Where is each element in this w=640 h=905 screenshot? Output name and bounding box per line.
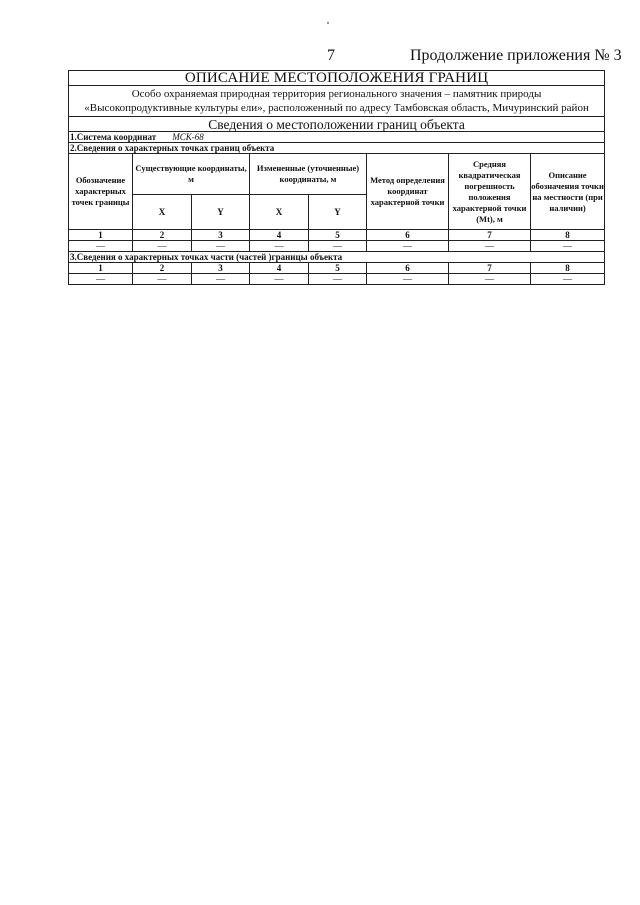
- empty-cell: —: [250, 241, 309, 252]
- empty-cell: —: [309, 274, 367, 285]
- coord-system-label: 1.Система координат: [70, 132, 157, 142]
- column-number: 4: [250, 230, 309, 241]
- continuation-note: Продолжение приложения № 3: [410, 47, 622, 64]
- empty-cell: —: [133, 274, 192, 285]
- header-changed-x: X: [250, 195, 309, 230]
- header-description: Описание обозначения точки на местности (при наличии): [531, 154, 605, 230]
- empty-cell: —: [309, 241, 367, 252]
- column-number: 5: [309, 263, 367, 274]
- object-line-2: «Высокопродуктивные культуры ели», расположенный по адресу Тамбовская область, Мичуринский район: [84, 102, 589, 114]
- scan-speck: [327, 22, 329, 24]
- header-method: Метод определения координат характерной точки: [367, 154, 449, 230]
- empty-cell: —: [367, 274, 449, 285]
- column-number-row: [69, 230, 605, 241]
- column-number: 2: [133, 230, 192, 241]
- column-number: 8: [531, 230, 605, 241]
- object-line-1: Особо охраняемая природная территория регионального значения – памятник природы: [131, 88, 542, 100]
- coord-system-value: МСК-68: [172, 132, 204, 142]
- header-designation: Обозначение характерных точек границы: [69, 154, 133, 230]
- column-number-row: [69, 263, 605, 274]
- header-existing-coords: Существующие координаты, м: [133, 154, 250, 195]
- header-changed-y: Y: [309, 195, 367, 230]
- column-number: 4: [250, 263, 309, 274]
- info-title: Сведения о местоположении границ объекта: [69, 117, 605, 132]
- header-changed-coords: Измененные (уточненные) координаты, м: [250, 154, 367, 195]
- column-number: 3: [192, 230, 250, 241]
- empty-cell: —: [250, 274, 309, 285]
- column-number: 2: [133, 263, 192, 274]
- column-number: 7: [449, 263, 531, 274]
- empty-cell: —: [367, 241, 449, 252]
- page-number: 7: [327, 47, 335, 64]
- column-number: 1: [69, 230, 133, 241]
- section-2-title: 2.Сведения о характерных точках границ объекта: [69, 143, 605, 154]
- empty-data-row: [69, 274, 605, 285]
- empty-cell: —: [69, 274, 133, 285]
- coord-system-row: [69, 132, 605, 143]
- empty-cell: —: [531, 241, 605, 252]
- empty-data-row: [69, 241, 605, 252]
- column-number: 1: [69, 263, 133, 274]
- header-existing-y: Y: [192, 195, 250, 230]
- empty-cell: —: [192, 274, 250, 285]
- empty-cell: —: [531, 274, 605, 285]
- document-title: ОПИСАНИЕ МЕСТОПОЛОЖЕНИЯ ГРАНИЦ: [69, 71, 605, 86]
- empty-cell: —: [449, 274, 531, 285]
- column-number: 8: [531, 263, 605, 274]
- column-number: 6: [367, 263, 449, 274]
- column-number: 7: [449, 230, 531, 241]
- column-number: 6: [367, 230, 449, 241]
- boundary-description-table: [68, 70, 605, 285]
- section-3-title: 3.Сведения о характерных точках части (частей )границы объекта: [69, 252, 605, 263]
- column-number: 3: [192, 263, 250, 274]
- empty-cell: —: [192, 241, 250, 252]
- empty-cell: —: [449, 241, 531, 252]
- empty-cell: —: [133, 241, 192, 252]
- object-description: [69, 86, 605, 117]
- header-existing-x: X: [133, 195, 192, 230]
- column-number: 5: [309, 230, 367, 241]
- empty-cell: —: [69, 241, 133, 252]
- header-error: Средняя квадратическая погрешность положения характерной точки (Mt), м: [449, 154, 531, 230]
